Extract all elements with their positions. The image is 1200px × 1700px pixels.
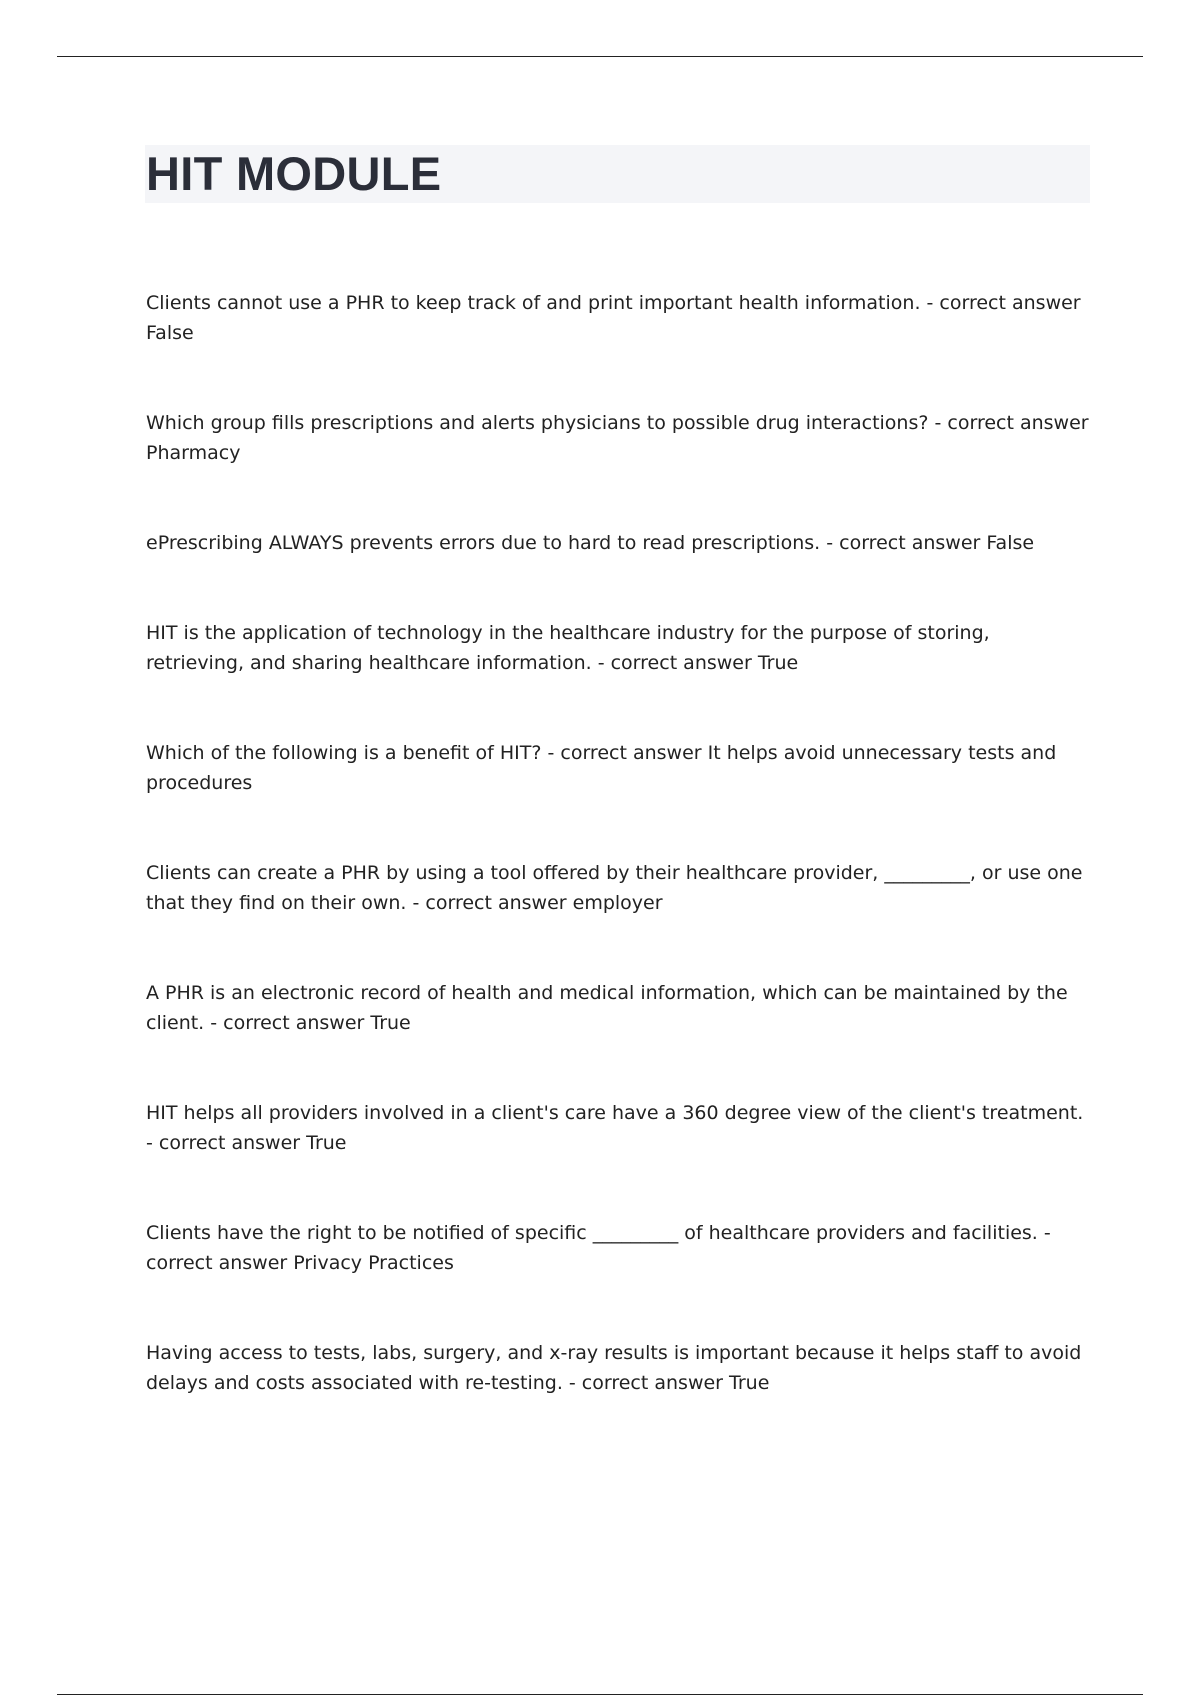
question-item: Clients cannot use a PHR to keep track of and print important health information. - correct answer False (146, 292, 1081, 344)
page-title: HIT MODULE (146, 147, 442, 200)
question-item: A PHR is an electronic record of health and medical information, which can be maintained by the client. - correct answer True (146, 982, 1068, 1034)
question-list (146, 288, 1091, 1398)
question-item: Which group fills prescriptions and alerts physicians to possible drug interactions? - correct answer Pharmacy (146, 412, 1089, 464)
question-item: Clients can create a PHR by using a tool offered by their healthcare provider, _________, or use one that they find on their own. - correct answer employer (146, 862, 1083, 914)
question-item: Having access to tests, labs, surgery, and x-ray results is important because it helps staff to avoid delays and costs associated with re-testing. - correct answer True (146, 1342, 1082, 1394)
question-item: Clients have the right to be notified of specific _________ of healthcare providers and facilities. - correct answer Privacy Practices (146, 1222, 1051, 1274)
bottom-rule (57, 1694, 1143, 1695)
question-item: HIT helps all providers involved in a client's care have a 360 degree view of the client's treatment. - correct answer True (146, 1102, 1084, 1154)
question-item: ePrescribing ALWAYS prevents errors due to hard to read prescriptions. - correct answer False (146, 532, 1035, 554)
question-item: HIT is the application of technology in the healthcare industry for the purpose of storing, retrieving, and sharing healthcare information. - correct answer True (146, 622, 990, 674)
top-rule (57, 56, 1143, 57)
question-item: Which of the following is a benefit of HIT? - correct answer It helps avoid unnecessary tests and procedures (146, 742, 1057, 794)
